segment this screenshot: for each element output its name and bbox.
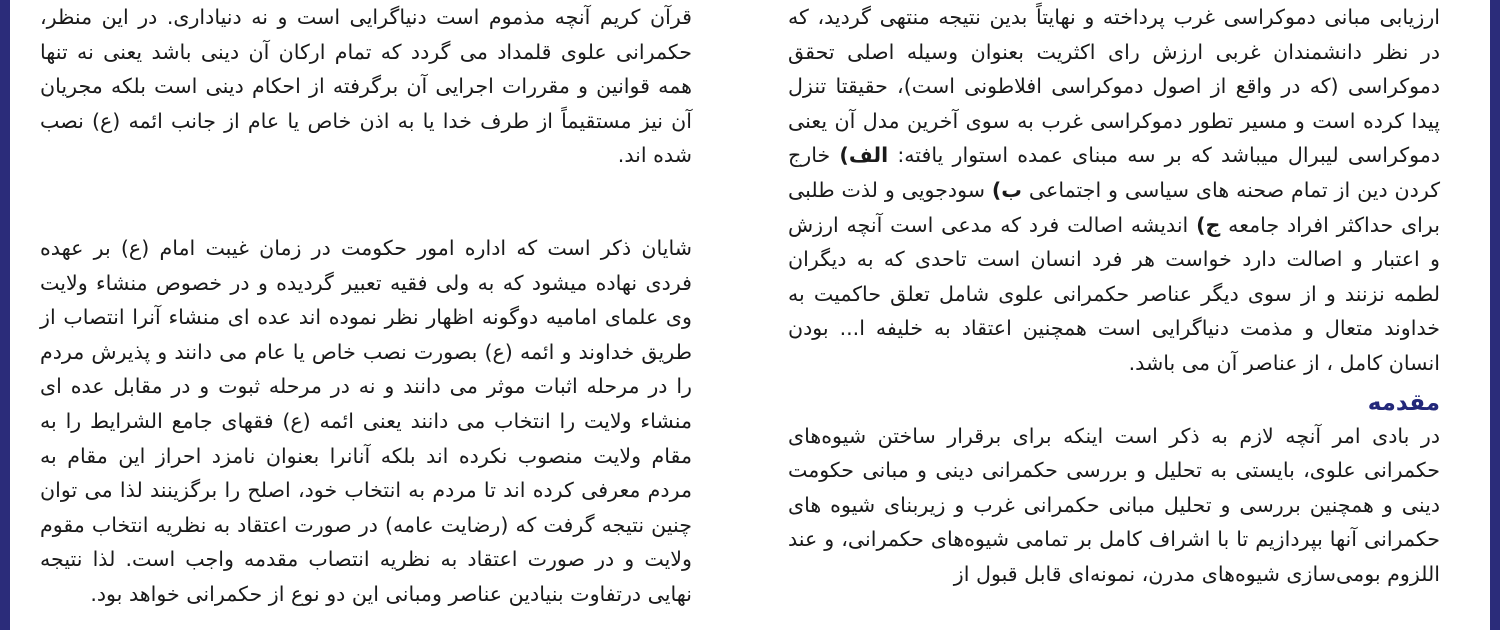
paragraph-introduction: در بادی امر آنچه لازم به ذکر است اینکه برای برقرار ساختن شیوه‌های حکمرانی علوی، بایستی به تحلیل و بررسی حکمرانی دینی و مبانی حکومت دینی و همچنین بررسی و تحلیل مبانی حکمرانی غرب و زیربنای شیوه های حکمرانی آنها بپردازیم تا با اشراف کامل بر تمامی شیوه‌های حکمرانی، و عند اللزوم بومی‌سازی شیوه‌های مدرن، نمونه‌ای قابل قبول از (788, 423, 1440, 586)
list-label-c: ج) (1196, 212, 1221, 237)
paragraph-intro-text: ارزیابی مبانی دموکراسی غرب پرداخته و نهایتاً بدین نتیجه منتهی گردید، که در نظر دانشمندان غربی ارزش رای اکثریت بعنوان وسیله اصلی تحقق دموکراسی (که در واقع از اصول دموکراسی افلاطونی است)، حقیقتا تنزل پیدا کرده است و مسیر تطور دموکراسی غرب به سوی آخرین مدل آن یعنی دموکراسی لیبرال میباشد که بر سه مبنای عمده استوار یافته: (788, 5, 1440, 168)
list-text-b: سودجویی و لذت طلبی برای حداکثر افراد جامعه (788, 177, 1440, 237)
right-column (788, 0, 1440, 592)
list-label-b: ب) (991, 177, 1022, 202)
paragraph-democracy (788, 0, 1440, 381)
left-border-bar (0, 0, 10, 630)
paragraph-alavi-governance: قرآن کریم آنچه مذموم است دنیاگرایی است و نه دنیاداری. در این منظر، حکمرانی علوی قلمداد می گردد که تمام ارکان آن دینی باشد یعنی نه تنها همه قوانین و مقررات اجرایی آن برگرفته از احکام دینی است بلکه مجریان آن نیز مستقیماً از طرف خدا یا به اذن خاص یا عام از جانب ائمه (ع) نصب شده اند. (40, 5, 692, 168)
list-text-c: اندیشه اصالت فرد که مدعی است آنچه ارزش و اعتبار و اصالت دارد خواست هر فرد انسان است تاحدی که به دیگران لطمه نزنند و از سوی دیگر عناصر حکمرانی علوی شامل تعلق حاکمیت به خداوند متعال و مذمت دنیاگرایی است همچنین اعتقاد به خلیفه ا... بودن انسان کامل ، از عناصر آن می باشد. (788, 212, 1440, 375)
section-heading-introduction: مقدمه (1367, 389, 1440, 416)
list-label-a: الف) (839, 143, 889, 168)
right-border-bar (1490, 0, 1500, 630)
list-text-a: خارج کردن دین از تمام صحنه های سیاسی و اجتماعی (788, 143, 1441, 202)
left-column (40, 0, 692, 612)
paragraph-guardianship: شایان ذکر است که اداره امور حکومت در زمان غیبت امام (ع) بر عهده فردی نهاده میشود که به ولی فقیه تعبیر گردیده و در خصوص منشاء ولایت وی علمای امامیه دوگونه اظهار نظر نموده اند عده ای منشاء آنرا انتصاب از طریق خداوند و ائمه (ع) بصورت نصب خاص یا عام می دانند و پذیرش مردم را در مرحله اثبات موثر می دانند و نه در مرحله ثبوت و در مقابل عده ای منشاء ولایت را انتخاب می دانند یعنی ائمه (ع) فقهای جامع الشرایط را به مقام ولایت منصوب نکرده اند بلکه آنانرا بعنوان نامزد احراز این مقام به مردم معرفی کرده اند تا مردم به انتخاب خود، اصلح را برگزینند لذا می توان چنین نتیجه گرفت که (رضایت عامه) در صورت اعتقاد به نظریه انتخاب مقوم ولایت و در صورت اعتقاد به نظریه انتصاب مقدمه واجب است. لذا نتیجه نهایی درتفاوت بنیادین عناصر ومبانی این دو نوع از حکمرانی خواهد بود. (40, 235, 692, 606)
